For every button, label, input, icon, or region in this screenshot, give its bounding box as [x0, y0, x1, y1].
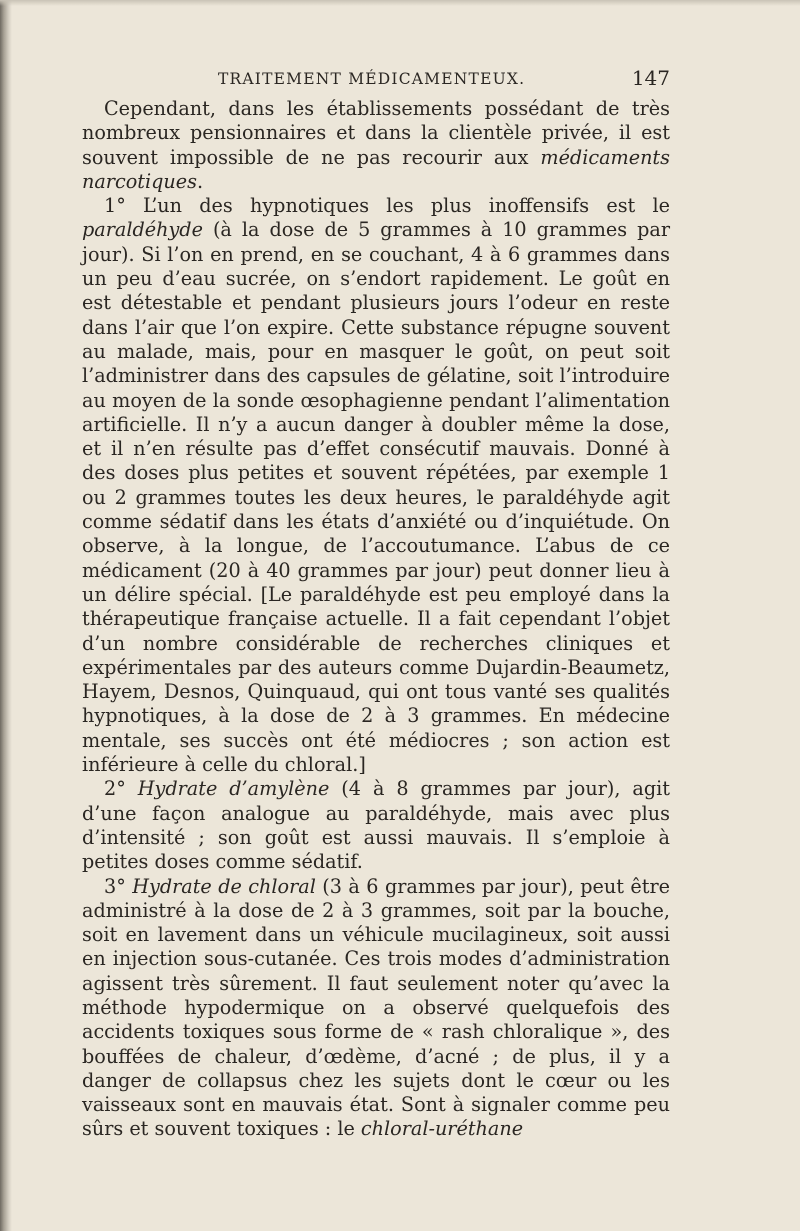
page-top-shadow	[0, 0, 800, 6]
italic-term: Hydrate d’amylène	[137, 777, 330, 801]
italic-term: Hydrate de chloral	[132, 874, 316, 898]
running-head	[80, 66, 670, 96]
page-edge-shadow	[0, 0, 12, 1231]
italic-term: médicaments narcotiques	[82, 145, 670, 193]
italic-term: paraldéhyde	[82, 218, 203, 242]
page-number: 147	[631, 66, 670, 90]
italic-term: chloral-uréthane	[360, 1117, 524, 1141]
paragraph-chloral: 3° Hydrate de chloral (3 à 6 grammes par jour), peut être administré à la dose de 2 à 3 grammes, soit par la bouche, soit en lavement dans un véhicule mucilagineux, soit aussi en injection sous-cutanée. Ces trois modes d’administration agissent très sûrement. Il faut seulement noter qu’avec la méthode hypodermique on a observé quelquefois des accidents toxiques sous forme de « rash chloralique », des bouffées de chaleur, d’œdème, d’acné ; de plus, il y a danger de collapsus chez les sujets dont le cœur ou les vaisseaux sont en mauvais état. Sont à signaler comme peu sûrs et souvent toxiques : le chloral-uréthane	[82, 874, 670, 1141]
paragraph-amylene: 2° Hydrate d’amylène (4 à 8 grammes par jour), agit d’une façon analogue au paraldéhyde, mais avec plus d’intensité ; son goût est aussi mauvais. Il s’emploie à petites doses comme sédatif.	[82, 777, 670, 874]
paragraph-intro: Cependant, dans les établissements possédant de très nombreux pensionnaires et dans la clientèle privée, il est souvent impossible de ne pas recourir aux médicaments narcotiques.	[82, 97, 670, 193]
paragraph-paraldehyde: 1° L’un des hypnotiques les plus inoffensifs est le paraldéhyde (à la dose de 5 grammes à 10 grammes par jour). Si l’on en prend, en se couchant, 4 à 6 grammes dans un peu d’eau sucrée, on s’endort rapidement. Le goût en est détestable et pendant plusieurs jours l’odeur en reste dans l’air que l’on expire. Cette substance répugne souvent au malade, mais, pour en masquer le goût, on peut soit l’administrer dans des capsules de gélatine, soit l’introduire au moyen de la sonde œsophagienne pendant l’alimentation artificielle. Il n’y a aucun danger à doubler même la dose, et il n’en résulte pas d’effet consécutif mauvais. Donné à des doses plus petites et souvent répétées, par exemple 1 ou 2 grammes toutes les deux heures, le paraldéhyde agit comme sédatif dans les états d’anxiété ou d’inquiétude. On observe, à la longue, de l’accoutumance. L’abus de ce médicament (20 à 40 grammes par jour) peut donner lieu à un délire spécial. [Le paraldéhyde est peu employé dans la thérapeutique française actuelle. Il a fait cependant l’objet d’un nombre considérable de recherches cliniques et expérimentales par des auteurs comme Dujardin-Beaumetz, Hayem, Desnos, Quinquaud, qui ont tous vanté ses qualités hypnotiques, à la dose de 2 à 3 grammes. En médecine mentale, ses succès ont été médiocres ; son action est inférieure à celle du chloral.]	[82, 194, 670, 777]
running-title: TRAITEMENT MÉDICAMENTEUX.	[218, 70, 526, 88]
body-text	[82, 97, 670, 1142]
